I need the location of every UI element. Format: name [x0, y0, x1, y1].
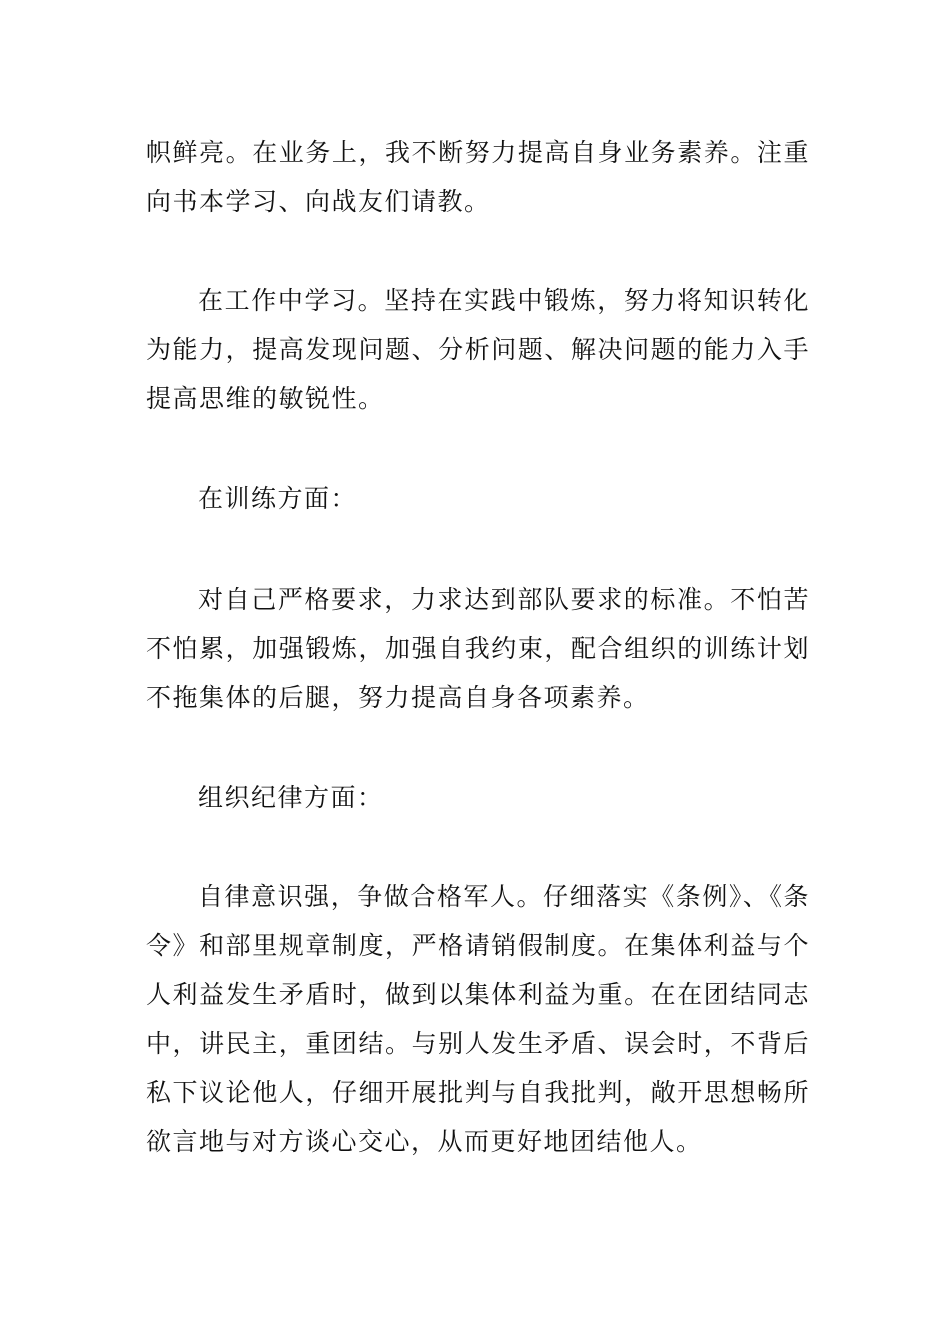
paragraph-2: 在工作中学习。坚持在实践中锻炼，努力将知识转化为能力，提高发现问题、分析问题、解决问题的能力入手提高思维的敏锐性。 [146, 286, 810, 413]
section-heading-training: 在训练方面： [198, 484, 358, 513]
section-heading-discipline: 组织纪律方面： [198, 783, 384, 812]
paragraph-1: 帜鲜亮。在业务上，我不断努力提高自身业务素养。注重向书本学习、向战友们请教。 [146, 138, 810, 216]
paragraph-4: 自律意识强，争做合格军人。仔细落实《条例》、《条令》和部里规章制度，严格请销假制度。在集体利益与个人利益发生矛盾时，做到以集体利益为重。在在团结同志中，讲民主，重团结。与别人发生矛盾、误会时，不背后私下议论他人，仔细开展批判与自我批判，敞开思想畅所欲言地与对方谈心交心，从而更好地团结他人。 [146, 882, 810, 1156]
paragraph-3: 对自己严格要求，力求达到部队要求的标准。不怕苦不怕累，加强锻炼，加强自我约束，配合组织的训练计划不拖集体的后腿，努力提高自身各项素养。 [146, 585, 810, 712]
